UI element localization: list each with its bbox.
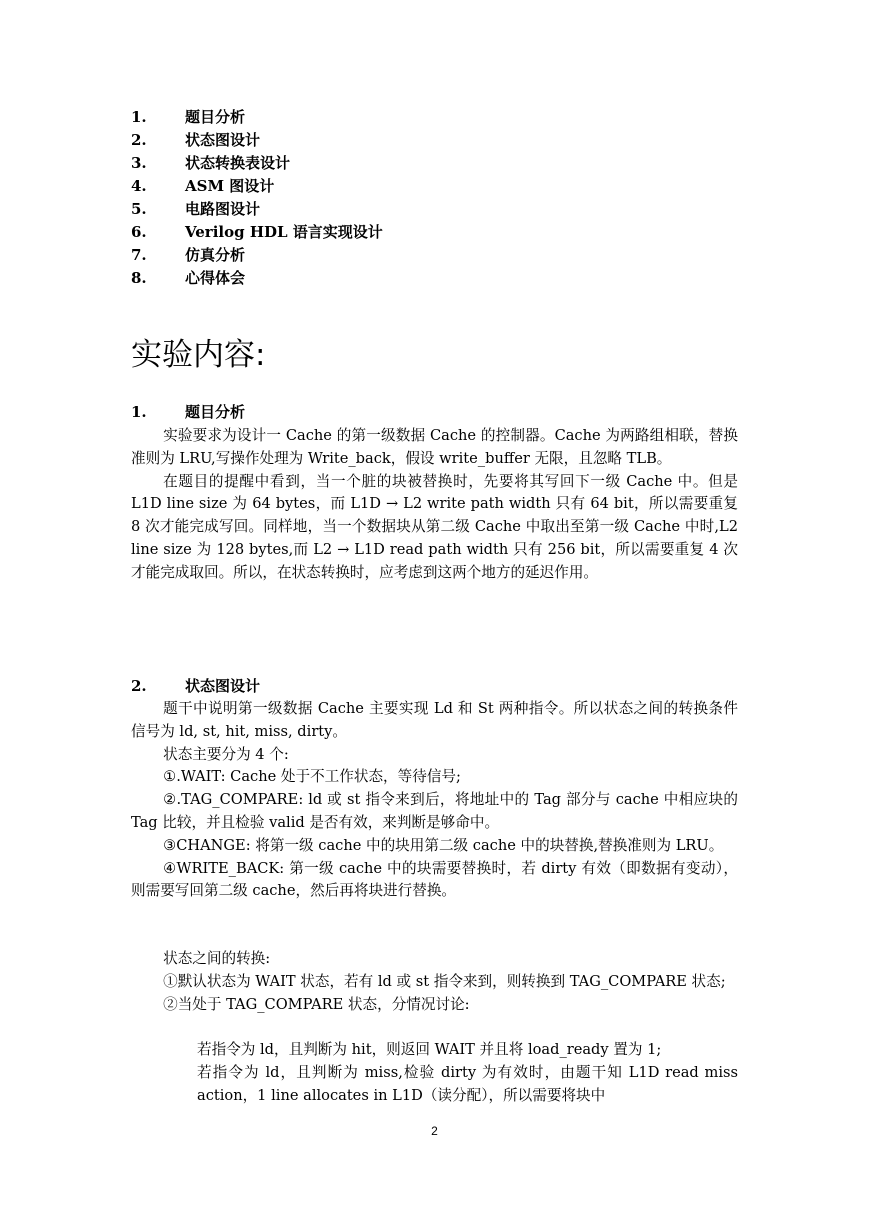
toc-number: 3. xyxy=(131,154,147,172)
paragraph: ④WRITE_BACK: 第一级 cache 中的块需要替换时，若 dirty 有效（即数据有变动），则需要写回第二级 cache，然后再将块进行替换。 xyxy=(131,859,738,900)
transitions-title: 状态之间的转换: xyxy=(163,950,271,967)
section1-heading xyxy=(131,401,245,424)
toc-number: 7. xyxy=(131,246,147,264)
case-item: 若指令为 ld，且判断为 hit，则返回 WAIT 并且将 load_ready 置为 1; xyxy=(197,1041,662,1058)
toc-title: 题目分析 xyxy=(185,108,246,126)
section2-heading xyxy=(131,675,260,698)
toc-title: 状态图设计 xyxy=(185,131,261,149)
toc-title: 仿真分析 xyxy=(185,246,246,264)
page-number: 2 xyxy=(431,1124,438,1138)
toc-number: 2. xyxy=(131,131,147,149)
toc-item xyxy=(131,106,731,129)
toc-number: 8. xyxy=(131,269,147,287)
table-of-contents xyxy=(131,106,731,290)
transitions-body xyxy=(131,948,738,1016)
paragraph: ①.WAIT: Cache 处于不工作状态，等待信号; xyxy=(163,768,461,786)
toc-item xyxy=(131,152,731,175)
toc-number: 1. xyxy=(131,108,147,126)
toc-item xyxy=(131,175,731,198)
toc-title: 状态转换表设计 xyxy=(185,154,291,172)
toc-number: 4. xyxy=(131,177,147,195)
case-item: 若指令为 ld，且判断为 miss,检验 dirty 为有效时，由题干知 L1D read miss action，1 line allocates in L1D（读分配），所以需要将块中 xyxy=(197,1063,738,1104)
section1-number: 1. xyxy=(131,403,147,421)
paragraph: ②当处于 TAG_COMPARE 状态，分情况讨论: xyxy=(163,995,470,1013)
paragraph: 状态主要分为 4 个: xyxy=(163,745,289,763)
toc-item xyxy=(131,244,731,267)
toc-title: 心得体会 xyxy=(185,269,246,287)
toc-title: 电路图设计 xyxy=(185,200,261,218)
section2-body xyxy=(131,698,738,903)
section-title: 实验内容: xyxy=(131,337,266,373)
paragraph: 题干中说明第一级数据 Cache 主要实现 Ld 和 St 两种指令。所以状态之间的转换条件信号为 ld, st, hit, miss, dirty。 xyxy=(131,700,738,740)
paragraph: ③CHANGE: 将第一级 cache 中的块用第二级 cache 中的块替换,替换准则为 LRU。 xyxy=(163,836,724,854)
paragraph: 实验要求为设计一 Cache 的第一级数据 Cache 的控制器。Cache 为两路组相联，替换准则为 LRU,写操作处理为 Write_back，假设 write_buffer 无限，且忽略 TLB。 xyxy=(131,427,738,467)
toc-title: ASM 图设计 xyxy=(185,177,275,195)
section1-body xyxy=(131,425,738,585)
paragraph: ②.TAG_COMPARE: ld 或 st 指令来到后，将地址中的 Tag 部分与 cache 中相应块的 Tag 比较，并且检验 valid 是否有效，来判断是够命中。 xyxy=(131,791,738,831)
toc-item xyxy=(131,267,731,290)
paragraph: 在题目的提醒中看到，当一个脏的块被替换时，先要将其写回下一级 Cache 中。但是 L1D line size 为 64 bytes，而 L1D → L2 write path width 只有 64 bit，所以需要重复 8 次才能完成写回。同样地，当一个数据块从第二级 Cache 中取出至第一级 Cache 中时,L2 line size 为 128 bytes,而 L2 → L1D read path width 只有 256 bit，所以需要重复 4 次才能完成取回。所以，在状态转换时，应考虑到这两个地方的延迟作用。 xyxy=(131,472,738,581)
section2-number: 2. xyxy=(131,677,147,695)
toc-title: Verilog HDL 语言实现设计 xyxy=(185,223,383,241)
section2-title: 状态图设计 xyxy=(185,677,261,695)
paragraph: ①默认状态为 WAIT 状态，若有 ld 或 st 指令来到，则转换到 TAG_COMPARE 状态; xyxy=(163,972,726,990)
toc-item xyxy=(131,221,731,244)
toc-number: 5. xyxy=(131,200,147,218)
toc-item xyxy=(131,198,731,221)
toc-number: 6. xyxy=(131,223,147,241)
toc-item xyxy=(131,129,731,152)
section1-title: 题目分析 xyxy=(185,403,246,421)
transition-cases xyxy=(197,1039,738,1107)
